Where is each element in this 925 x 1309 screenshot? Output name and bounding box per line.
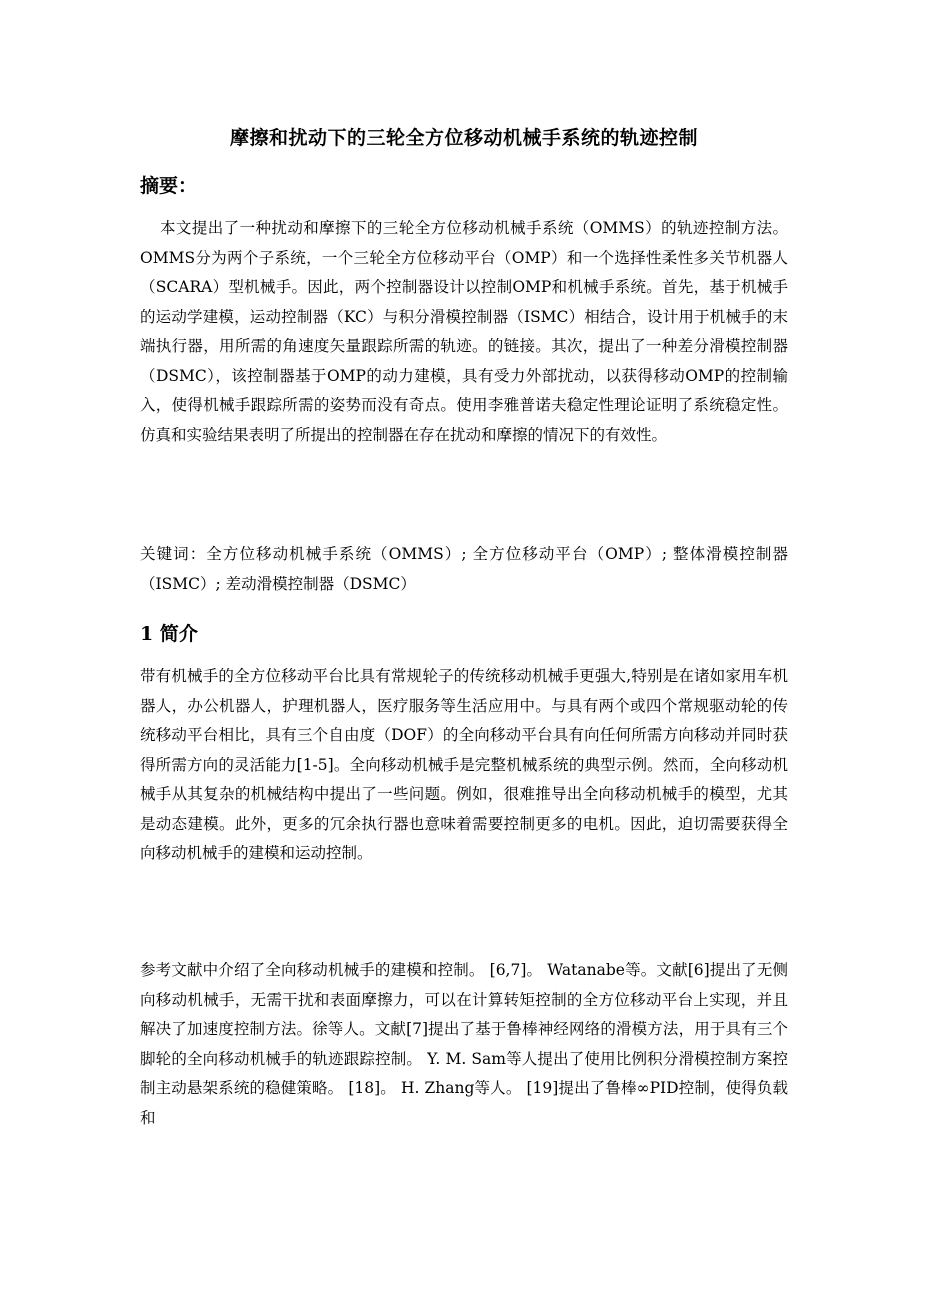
paper-title: 摩擦和扰动下的三轮全方位移动机械手系统的轨迹控制 [229, 127, 698, 149]
abstract-body: 本文提出了一种扰动和摩擦下的三轮全方位移动机械手系统（OMMS）的轨迹控制方法。OMMS分为两个子系统，一个三轮全方位移动平台（OMP）和一个选择性柔性多关节机器人（SCARA）型机械手。因此，两个控制器设计以控制OMP和机械手系统。首先，基于机械手的运动学建模，运动控制器（KC）与积分滑模控制器（ISMC）相结合，设计用于机械手的末端执行器，用所需的角速度矢量跟踪所需的轨迹。的链接。其次，提出了一种差分滑模控制器（DSMC），该控制器基于OMP的动力建模，具有受力外部扰动，以获得移动OMP的控制输入，使得机械手跟踪所需的姿势而没有奇点。使用李雅普诺夫稳定性理论证明了系统稳定性。仿真和实验结果表明了所提出的控制器在存在扰动和摩擦的情况下的有效性。 [140, 219, 788, 444]
section-heading-introduction: 1 简介 [140, 623, 198, 645]
abstract-heading: 摘要： [140, 175, 198, 197]
keywords: 关键词：全方位移动机械手系统（OMMS）; 全方位移动平台（OMP）; 整体滑模控制器（ISMC）; 差动滑模控制器（DSMC） [140, 545, 788, 593]
intro-paragraph-1: 带有机械手的全方位移动平台比具有常规轮子的传统移动机械手更强大,特别是在诸如家用车机器人，办公机器人，护理机器人，医疗服务等生活应用中。与具有两个或四个常规驱动轮的传统移动平台相比，具有三个自由度（DOF）的全向移动平台具有向任何所需方向移动并同时获得所需方向的灵活能力[1-5]。全向移动机械手是完整机械系统的典型示例。然而，全向移动机械手从其复杂的机械结构中提出了一些问题。例如，很难推导出全向移动机械手的模型，尤其是动态建模。此外，更多的冗余执行器也意味着需要控制更多的电机。因此，迫切需要获得全向移动机械手的建模和运动控制。 [140, 667, 788, 862]
intro-paragraph-2: 参考文献中介绍了全向移动机械手的建模和控制。 [6,7]。 Watanabe等。文献[6]提出了无侧向移动机械手，无需干扰和表面摩擦力，可以在计算转矩控制的全方位移动平台上实现，并且解决了加速度控制方法。徐等人。文献[7]提出了基于鲁棒神经网络的滑模方法，用于具有三个脚轮的全向移动机械手的轨迹跟踪控制。 Y. M. Sam等人提出了使用比例积分滑模控制方案控制主动悬架系统的稳健策略。 [18]。 H. Zhang等人。 [19]提出了鲁棒∞PID控制，使得负载和 [140, 961, 788, 1127]
